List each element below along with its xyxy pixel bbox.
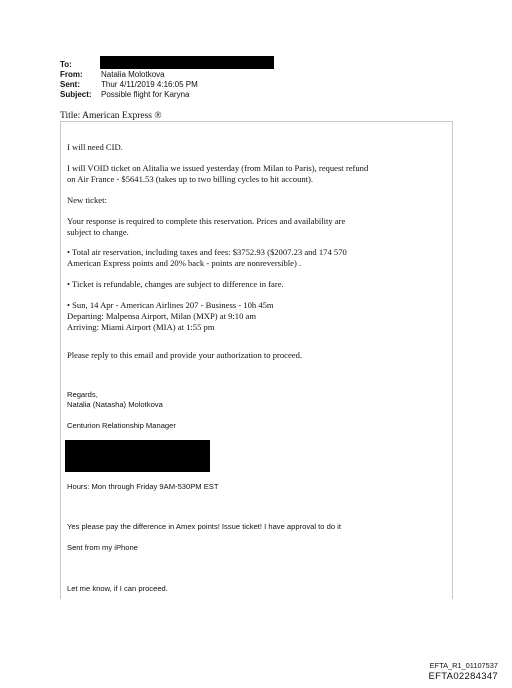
body-line-reply-request: Please reply to this email and provide your authorization to proceed. (67, 350, 303, 360)
signature-hours: Hours: Mon through Friday 9AM-530PM EST (67, 482, 219, 491)
signature-name: Natalia (Natasha) Molotkova (67, 400, 163, 409)
reply-proceed: Let me know, if I can proceed. (67, 584, 168, 593)
body-line-new-ticket: New ticket: (67, 195, 107, 205)
footer-doc-id: EFTA_R1_01107537 (429, 661, 498, 670)
redaction-contact (65, 440, 210, 472)
body-line-total-2: American Express points and 20% back - points are nonreversible) . (67, 258, 302, 268)
signature-role: Centurion Relationship Manager (67, 421, 176, 430)
body-line-total-1: • Total air reservation, including taxes and fees: $3752.93 ($2007.23 and 174 570 (67, 247, 347, 257)
body-line-cid: I will need CID. (67, 142, 123, 152)
message-title: Title: American Express ® (60, 111, 162, 121)
body-line-refundable: • Ticket is refundable, changes are subject to difference in fare. (67, 279, 284, 289)
subject-value: Possible flight for Karyna (101, 90, 190, 99)
body-line-void-1: I will VOID ticket on Alitalia we issued yesterday (from Milan to Paris), request refund (67, 163, 369, 173)
reply-approval: Yes please pay the difference in Amex points! Issue ticket! I have approval to do it (67, 522, 341, 531)
frame-top-border (60, 121, 452, 122)
signature-regards: Regards, (67, 390, 98, 399)
subject-label: Subject: (60, 90, 92, 99)
to-label: To: (60, 60, 72, 69)
body-line-response-1: Your response is required to complete this reservation. Prices and availability are (67, 216, 346, 226)
frame-left-border (60, 121, 61, 599)
body-line-arriving: Arriving: Miami Airport (MIA) at 1:55 pm (67, 322, 215, 332)
frame-right-border (452, 121, 453, 599)
footer-bates-id: EFTA02284347 (428, 671, 498, 682)
body-line-departing: Departing: Malpensa Airport, Milan (MXP) at 9:10 am (67, 311, 257, 321)
from-label: From: (60, 70, 83, 79)
from-value: Natalia Molotkova (101, 70, 165, 79)
body-line-void-2: on Air France - $5641.53 (takes up to two billing cycles to hit account). (67, 174, 314, 184)
body-line-flight: • Sun, 14 Apr - American Airlines 207 - Business - 10h 45m (67, 300, 274, 310)
reply-sent-from: Sent from my iPhone (67, 543, 138, 552)
sent-label: Sent: (60, 80, 80, 89)
sent-value: Thur 4/11/2019 4:16:05 PM (101, 80, 198, 89)
redaction-recipient (100, 56, 274, 69)
body-line-response-2: subject to change. (67, 227, 129, 237)
